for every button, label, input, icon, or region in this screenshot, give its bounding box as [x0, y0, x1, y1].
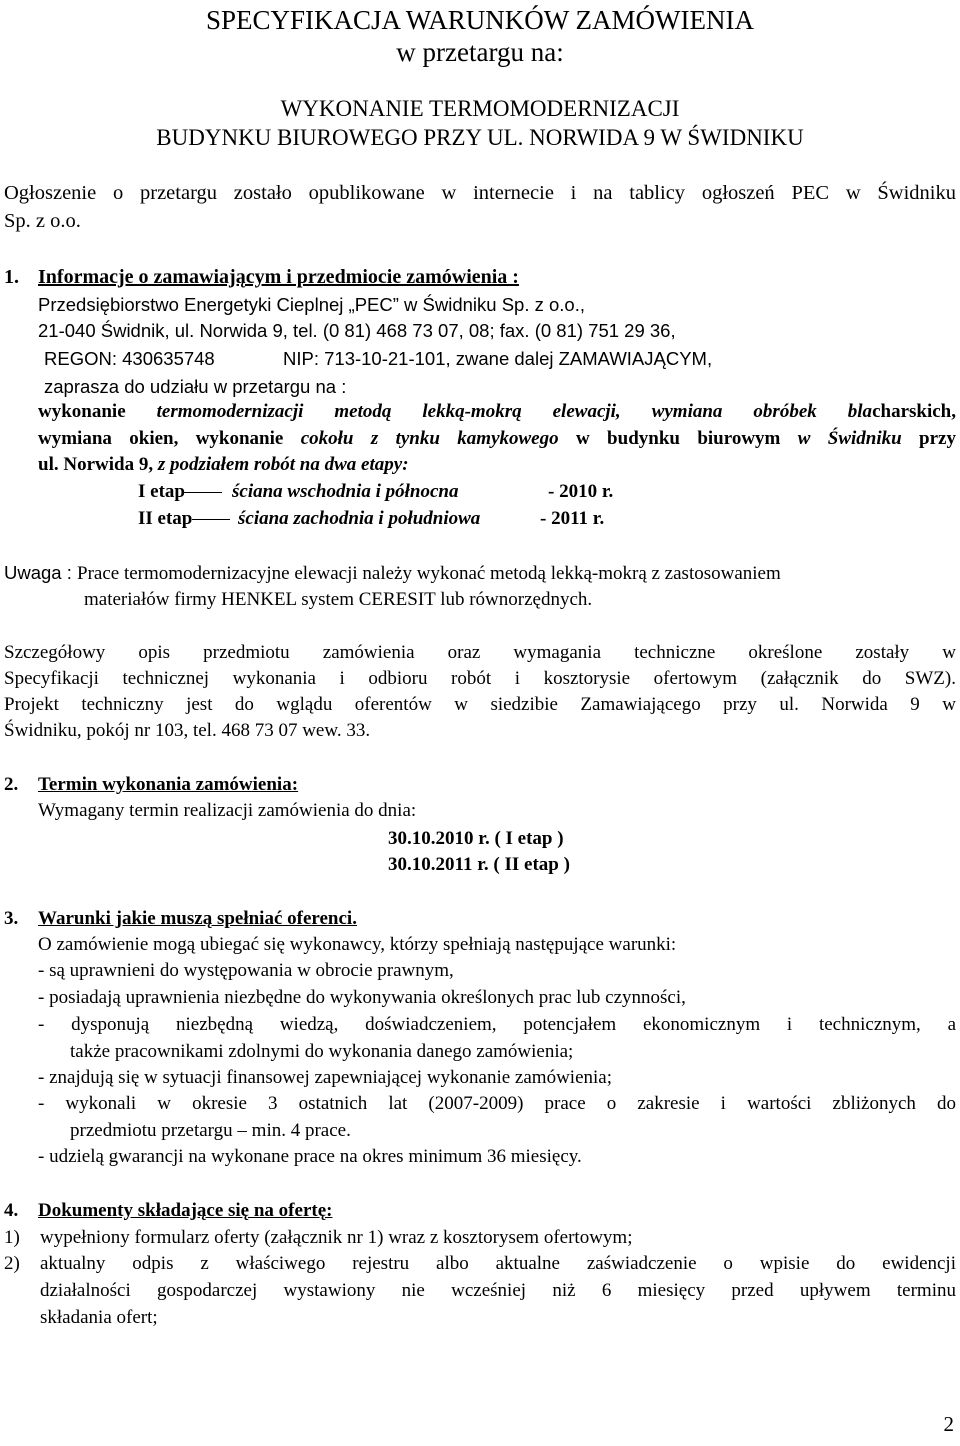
- page-number: 2: [943, 1412, 954, 1436]
- work-line-a: [38, 399, 956, 426]
- condition-item-cont: przedmiotu przetargu – min. 4 prace.: [70, 1120, 351, 1141]
- work-line-b: [38, 426, 956, 453]
- company-address: 21-040 Świdnik, ul. Norwida 9, tel. (0 81) 468 73 07, 08; fax. (0 81) 751 29 36,: [38, 320, 676, 341]
- work-b2: cokołu z tynku kamykowego: [300, 428, 559, 449]
- section1-number: 1.: [4, 266, 19, 288]
- stage2-label: II etap: [138, 508, 193, 529]
- desc-line2: Specyfikacji technicznej wykonania i odbioru robót i kosztorysie ofertowym (załącznik do SWZ).: [4, 668, 956, 689]
- doc-item1-number: 1): [4, 1227, 20, 1248]
- work-b5: przy: [901, 428, 956, 449]
- work-a1: wykonanie: [38, 401, 157, 422]
- desc-line4: Świdniku, pokój nr 103, tel. 468 73 07 wew. 33.: [4, 720, 371, 741]
- company-regon: REGON: 430635748: [44, 348, 215, 369]
- stage2-dash: [192, 519, 230, 520]
- work-line-c: [38, 452, 409, 479]
- doc-item2-line1: aktualny odpis z właściwego rejestru albo aktualne zaświadczenie o wpisie do ewidencji: [40, 1253, 956, 1274]
- company-nip: NIP: 713-10-21-101, zwane dalej ZAMAWIAJĄCYM,: [283, 348, 713, 369]
- section3-intro: O zamówienie mogą ubiegać się wykonawcy, którzy spełniają następujące warunki:: [38, 934, 677, 955]
- intro-line1: Ogłoszenie o przetargu zostało opublikowane w internecie i na tablicy ogłoszeń PEC w Świdniku: [4, 182, 956, 204]
- work-a2: termomodernizacji metodą lekką-mokrą elewacji, wymiana obróbek bla: [156, 401, 873, 422]
- section4-heading: Dokumenty składające się na ofertę:: [38, 1200, 333, 1221]
- stage1-dash: [182, 492, 222, 493]
- condition-item: - udzielą gwarancji na wykonane prace na okres minimum 36 miesięcy.: [38, 1146, 582, 1167]
- section2-intro: Wymagany termin realizacji zamówienia do dnia:: [38, 800, 417, 821]
- company-name: Przedsiębiorstwo Energetyki Cieplnej „PEC” w Świdniku Sp. z o.o.,: [38, 294, 586, 315]
- section2-number: 2.: [4, 774, 19, 795]
- doc-item1: wypełniony formularz oferty (załącznik nr 1) wraz z kosztorysem ofertowym;: [40, 1227, 633, 1248]
- doc-item2-line3: składania ofert;: [40, 1307, 158, 1328]
- stage2-year: - 2011 r.: [540, 508, 605, 529]
- deadline-date1: 30.10.2010 r. ( I etap ): [388, 828, 564, 849]
- doc-item2-line2: działalności gospodarczej wystawiony nie wcześniej niż 6 miesięcy przed upływem terminu: [40, 1280, 956, 1301]
- condition-item: - są uprawnieni do występowania w obrocie prawnym,: [38, 960, 454, 981]
- desc-line1: Szczegółowy opis przedmiotu zamówienia oraz wymagania techniczne określone zostały w: [4, 642, 956, 663]
- note-line2: materiałów firmy HENKEL system CERESIT lub równorzędnych.: [84, 589, 593, 610]
- desc-line3: Projekt techniczny jest do wglądu oferentów w siedzibie Zamawiającego przy ul. Norwida 9 w: [4, 694, 956, 715]
- stage1-wall: ściana wschodnia i północna: [232, 481, 459, 502]
- document-title: SPECYFIKACJA WARUNKÓW ZAMÓWIENIA: [205, 5, 754, 35]
- document-title-line2: w przetargu na:: [396, 37, 564, 67]
- condition-item: - znajdują się w sytuacji finansowej zapewniającej wykonanie zamówienia;: [38, 1067, 612, 1088]
- work-b4: w Świdniku: [797, 428, 902, 449]
- note-text1: Prace termomodernizacyjne elewacji należy wykonać metodą lekką-mokrą z zastosowaniem: [77, 563, 781, 584]
- invite-text: zaprasza do udziału w przetargu na :: [44, 376, 347, 397]
- condition-item-cont: także pracownikami zdolnymi do wykonania danego zamówienia;: [70, 1041, 574, 1062]
- section1-heading: Informacje o zamawiającym i przedmiocie zamówienia :: [38, 266, 519, 288]
- subject-line1: WYKONANIE TERMOMODERNIZACJI: [280, 96, 680, 121]
- stage1-label: I etap: [138, 481, 185, 502]
- condition-item: - dysponują niezbędną wiedzą, doświadczeniem, potencjałem ekonomicznym i technicznym, a: [38, 1014, 956, 1035]
- work-b1: wymiana okien, wykonanie: [38, 428, 301, 449]
- note-label: Uwaga :: [4, 562, 78, 583]
- condition-item: - wykonali w okresie 3 ostatnich lat (2007-2009) prace o zakresie i wartości zbliżonych do: [38, 1093, 956, 1114]
- doc-item2-number: 2): [4, 1253, 20, 1274]
- note-line1: [4, 560, 781, 588]
- stage1-year: - 2010 r.: [548, 481, 614, 502]
- work-a3: charskich,: [872, 401, 956, 422]
- work-c1: ul. Norwida 9,: [38, 454, 158, 475]
- work-b3: w budynku biurowym: [558, 428, 798, 449]
- subject-line2: BUDYNKU BIUROWEGO PRZY UL. NORWIDA 9 W ŚWIDNIKU: [156, 125, 804, 150]
- section4-number: 4.: [4, 1200, 19, 1221]
- section3-heading: Warunki jakie muszą spełniać oferenci.: [38, 908, 357, 929]
- stage2-wall: ściana zachodnia i południowa: [238, 508, 481, 529]
- deadline-date2: 30.10.2011 r. ( II etap ): [388, 854, 570, 875]
- condition-item: - posiadają uprawnienia niezbędne do wykonywania określonych prac lub czynności,: [38, 987, 686, 1008]
- section3-number: 3.: [4, 908, 19, 929]
- intro-line2: Sp. z o.o.: [4, 210, 81, 232]
- section2-heading: Termin wykonania zamówienia:: [38, 774, 299, 795]
- work-c2: z podziałem robót na dwa etapy:: [157, 454, 409, 475]
